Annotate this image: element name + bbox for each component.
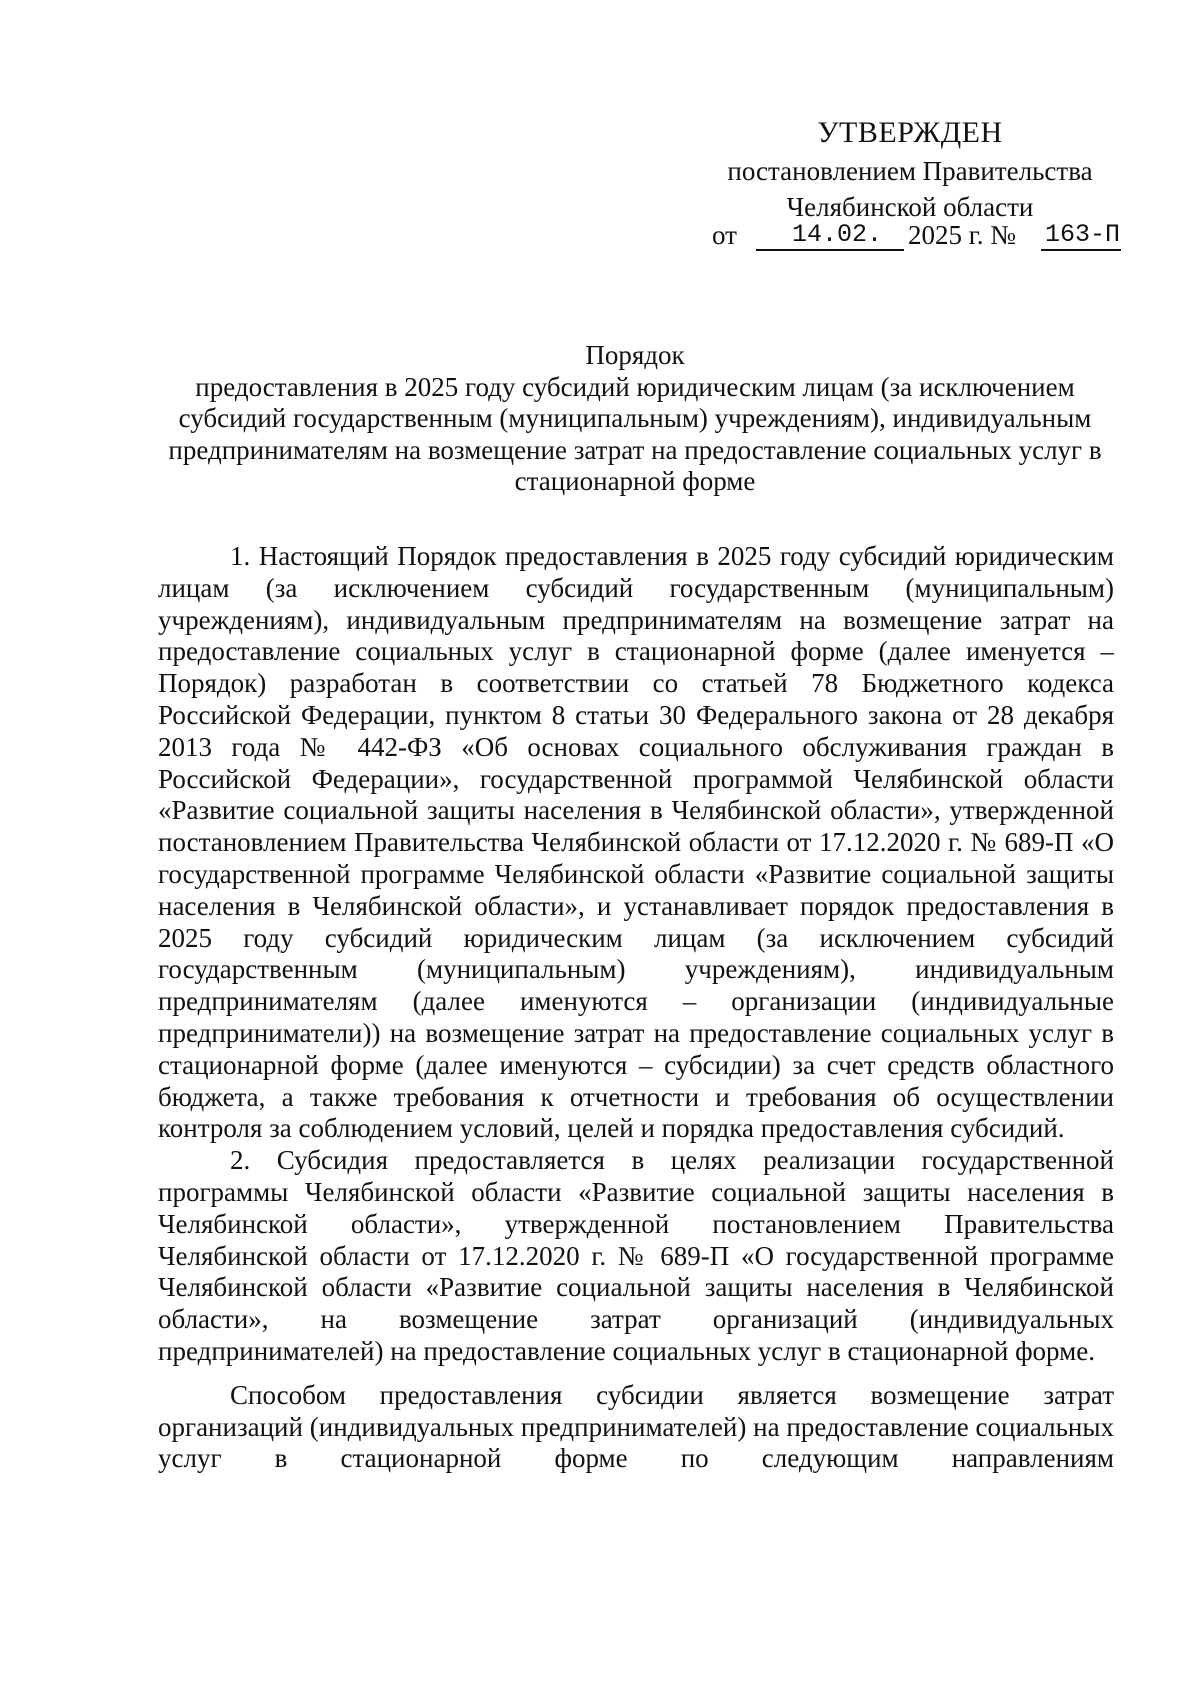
document-body [158, 541, 1114, 1475]
title-subtitle: предоставления в 2025 году субсидий юридическим лицам (за исключением субсидий государственным (муниципальным) учреждениям), индивидуальным предпринимателям на возмещение затрат на предоставление социальных услуг в стационарной форме [168, 371, 1102, 497]
approval-stamp [700, 113, 1120, 225]
paragraph-3: Способом предоставления субсидии является возмещение затрат организаций (индивидуальных предпринимателей) на предоставление социальных услуг в стационарной форме по следующим направлениям [158, 1379, 1114, 1474]
year-text: 2025 г. № [908, 220, 1017, 250]
approval-date-row [712, 217, 1122, 255]
number-value: 163-П [1045, 220, 1121, 249]
approval-line-2: Челябинской области [786, 192, 1034, 222]
date-value: 14.02. [792, 220, 883, 249]
date-prefix: от [712, 220, 737, 250]
approval-line-1: постановлением Правительства [727, 156, 1093, 186]
document-title [155, 340, 1115, 498]
paragraph-2: 2. Субсидия предоставляется в целях реализации государственной программы Челябинской области «Развитие социальной защиты населения в Челябинской области», утвержденной постановлением Правительства Челябинской области от 17.12.2020 г. № 689-П «О государственной программе Челябинской области «Развитие социальной защиты населения в Челябинской области», на возмещение затрат организаций (индивидуальных предпринимателей) на предоставление социальных услуг в стационарной форме. [158, 1145, 1114, 1366]
paragraph-1: 1. Настоящий Порядок предоставления в 2025 году субсидий юридическим лицам (за исключением субсидий государственным (муниципальным) учреждениям), индивидуальным предпринимателям на возмещение затрат на предоставление социальных услуг в стационарной форме (далее именуется – Порядок) разработан в соответствии со статьей 78 Бюджетного кодекса Российской Федерации, пунктом 8 статьи 30 Федерального закона от 28 декабря 2013 года № 442-ФЗ «Об основах социального обслуживания граждан в Российской Федерации», государственной программой Челябинской области «Развитие социальной защиты населения в Челябинской области», утвержденной постановлением Правительства Челябинской области от 17.12.2020 г. № 689-П «О государственной программе Челябинской области «Развитие социальной защиты населения в Челябинской области», и устанавливает порядок предоставления в 2025 году субсидий юридическим лицам (за исключением субсидий государственным (муниципальным) учреждениям), индивидуальным предпринимателям (далее именуются – организации (индивидуальные предприниматели)) на возмещение затрат на предоставление социальных услуг в стационарной форме (далее именуются – субсидии) за счет средств областного бюджета, а также требования к отчетности и требования об осуществлении контроля за соблюдением условий, целей и порядка предоставления субсидий. [158, 541, 1114, 1144]
approval-heading: УТВЕРЖДЕН [817, 116, 1003, 149]
title-heading: Порядок [585, 340, 685, 370]
